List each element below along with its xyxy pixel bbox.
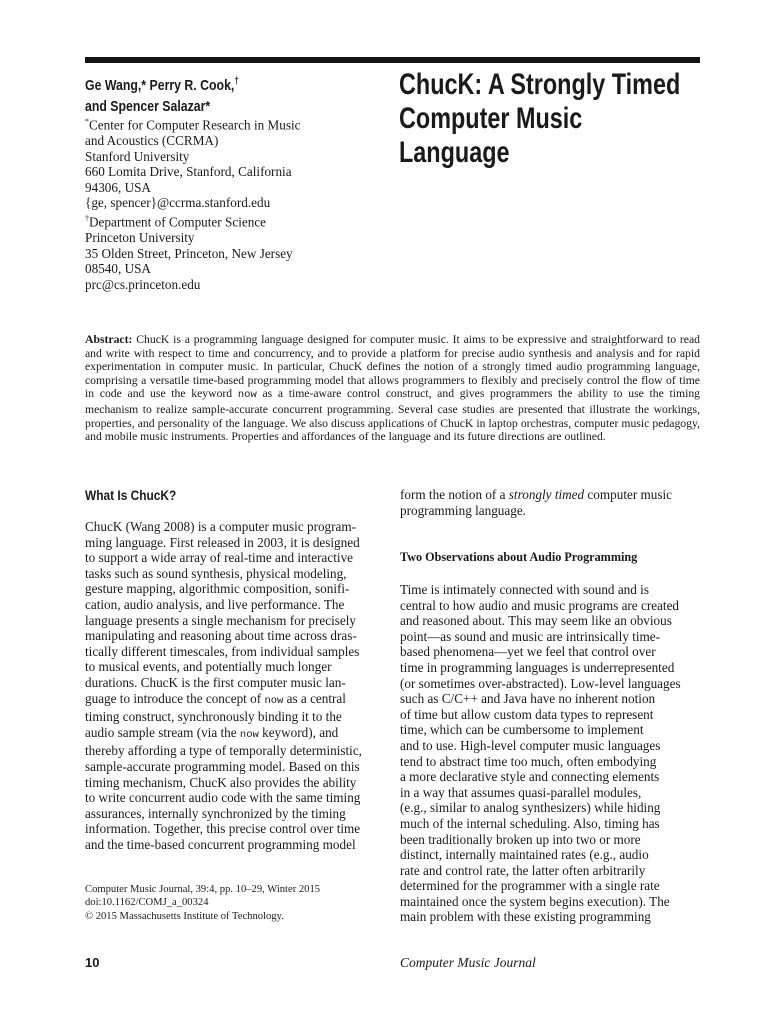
affiliation-line: 35 Olden Street, Princeton, New Jersey — [85, 245, 293, 261]
body-line: ming language. First released in 2003, it is designed — [85, 534, 360, 550]
body-line: distinct, internally maintained rates (e.g., audio — [400, 847, 649, 863]
code-keyword-now: now — [239, 728, 259, 741]
body-line: durations. ChucK is the first computer music lan- — [85, 674, 346, 690]
body-line: to write concurrent audio code with the same timing — [85, 790, 361, 806]
body-line: a more declarative style and connecting elements — [400, 769, 660, 785]
body-line: assurances, internally synchronized by the timing — [85, 805, 346, 821]
body-line: sample-accurate programming model. Based on this — [85, 758, 360, 774]
body-line: time in programming languages is underrepresented — [400, 659, 675, 675]
affiliation-line: *Center for Computer Research in Music — [85, 117, 301, 133]
section-heading: What Is ChucK? — [85, 487, 177, 503]
left-column-body — [85, 519, 378, 852]
intro-italic: strongly timed — [508, 487, 585, 502]
affiliation-line: Princeton University — [85, 229, 195, 245]
body-line: language presents a single mechanism for precisely — [85, 612, 356, 628]
affiliation-line: 08540, USA — [85, 261, 151, 277]
body-line: maintained once the system begins execution). The — [400, 893, 670, 909]
body-line: thereby affording a type of temporally deterministic, — [85, 743, 362, 759]
body-line: tend to abstract time too much, often embodying — [400, 753, 657, 769]
title-line-1: ChucK: A Strongly Timed — [399, 68, 681, 101]
page-number: 10 — [85, 955, 100, 970]
body-line: audio sample stream (via the now keyword), and — [85, 724, 339, 741]
body-line: time, which can be cumbersome to implement — [400, 722, 644, 738]
body-line: rate and control rate, the latter often arbitrarily — [400, 862, 646, 878]
body-line: manipulating and reasoning about time across dras- — [85, 628, 357, 644]
authors-line-1: Ge Wang,* Perry R. Cook,† — [85, 76, 239, 94]
body-line: timing mechanism, ChucK also provides the ability — [85, 774, 357, 790]
body-line: cation, audio analysis, and live performance. The — [85, 596, 345, 612]
body-line: and the time-based concurrent programming model — [85, 836, 356, 852]
affiliations — [85, 114, 345, 292]
body-line: central to how audio and music programs are created — [400, 597, 680, 613]
body-line: (or sometimes over-abstracted). Low-level languages — [400, 675, 681, 691]
body-line: tasks such as sound synthesis, physical modeling, — [85, 565, 347, 581]
affiliation-line: †Department of Computer Science — [85, 213, 267, 230]
body-line: ChucK (Wang 2008) is a computer music program- — [85, 519, 357, 534]
body-line: been traditionally broken up into two or more — [400, 831, 641, 847]
abstract — [85, 333, 700, 444]
affiliation-line: 94306, USA — [85, 179, 151, 195]
body-line: (e.g., similar to analog synthesizers) while hiding — [400, 800, 661, 816]
body-line: Time is intimately connected with sound and is — [400, 582, 649, 597]
authors-line-2: and Spencer Salazar* — [85, 98, 211, 115]
footnote-line: © 2015 Massachusetts Institute of Technology. — [85, 910, 284, 922]
top-rule — [85, 57, 700, 63]
intro-text-2: computer music — [584, 487, 673, 502]
body-line: to musical events, and potentially much longer — [85, 659, 332, 675]
body-line: based phenomena—yet we feel that control over — [400, 644, 656, 660]
intro-text-1: form the notion of a — [400, 487, 509, 502]
code-keyword-now: now — [264, 694, 284, 707]
body-line: to support a wide array of real-time and interactive — [85, 550, 354, 566]
right-column-body — [400, 582, 700, 925]
body-line: gesture mapping, algorithmic composition, sonifi- — [85, 581, 350, 597]
body-line: in a way that assumes quasi-parallel modules, — [400, 784, 642, 800]
affiliation-line: and Acoustics (CCRMA) — [85, 132, 219, 148]
body-line: guage to introduce the concept of now as a central — [85, 690, 346, 707]
affiliation-line: 660 Lomita Drive, Stanford, California — [85, 164, 292, 180]
right-column-intro — [400, 487, 700, 518]
abstract-text-1: ChucK is a programming language designed for computer music. It aims to be expressive and straightforward to read and write with respect to time and concurrency, and to provide a platform for precise audio synthesis and analysis and for rapid experimentation in computer music. In particular, ChucK defines the notion of a strongly timed audio programming language, comprising a versatile time-based programming model that allows programmers to flexibly and precisely control the flow of time in code and use the keyword — [85, 333, 700, 401]
body-line: of time but allow custom data types to represent — [400, 706, 654, 722]
body-line: timing construct, synchronously binding it to the — [85, 709, 342, 725]
affiliation-line: {ge, spencer}@ccrma.stanford.edu — [85, 195, 271, 211]
body-line: information. Together, this precise control over time — [85, 821, 361, 837]
body-line: and to use. High-level computer music languages — [400, 737, 661, 753]
subheading: Two Observations about Audio Programming — [400, 550, 638, 564]
citation-footnote — [85, 883, 375, 923]
abstract-code-now: now — [237, 389, 257, 402]
body-line: tically different timescales, from individual samples — [85, 643, 360, 659]
body-line: main problem with these existing programming — [400, 909, 651, 925]
journal-name: Computer Music Journal — [400, 955, 536, 970]
abstract-text-2: as a time-aware control construct, and gives programmers the ability to use the timing mechanism to realize sample-accurate concurrent programming. Several case studies are presented that illustrate the workings, properties, and personality of the language. We also discuss applications of ChucK in laptop orchestras, computer music pedagogy, and mobile music instruments. Properties and affordances of the language and its future directions are outlined. — [85, 387, 701, 444]
body-line: point—as sound and music are intrinsically time- — [400, 628, 661, 644]
intro-line-2: programming language. — [400, 502, 526, 518]
abstract-label: Abstract: — [85, 333, 133, 346]
affiliation-line: prc@cs.princeton.edu — [85, 276, 201, 292]
footnote-line: doi:10.1162/COMJ_a_00324 — [85, 897, 209, 909]
affiliation-line: Stanford University — [85, 148, 190, 164]
body-line: determined for the programmer with a single rate — [400, 878, 660, 894]
body-line: much of the internal scheduling. Also, timing has — [400, 815, 660, 831]
title-line-2: Computer Music Language — [399, 102, 583, 169]
body-line: such as C/C++ and Java have no inherent notion — [400, 691, 656, 707]
body-line: and reasoned about. This may seem like an obvious — [400, 613, 672, 629]
paper-title — [399, 68, 695, 170]
footnote-line: Computer Music Journal, 39:4, pp. 10–29, Winter 2015 — [85, 884, 321, 895]
author-list — [85, 71, 331, 117]
